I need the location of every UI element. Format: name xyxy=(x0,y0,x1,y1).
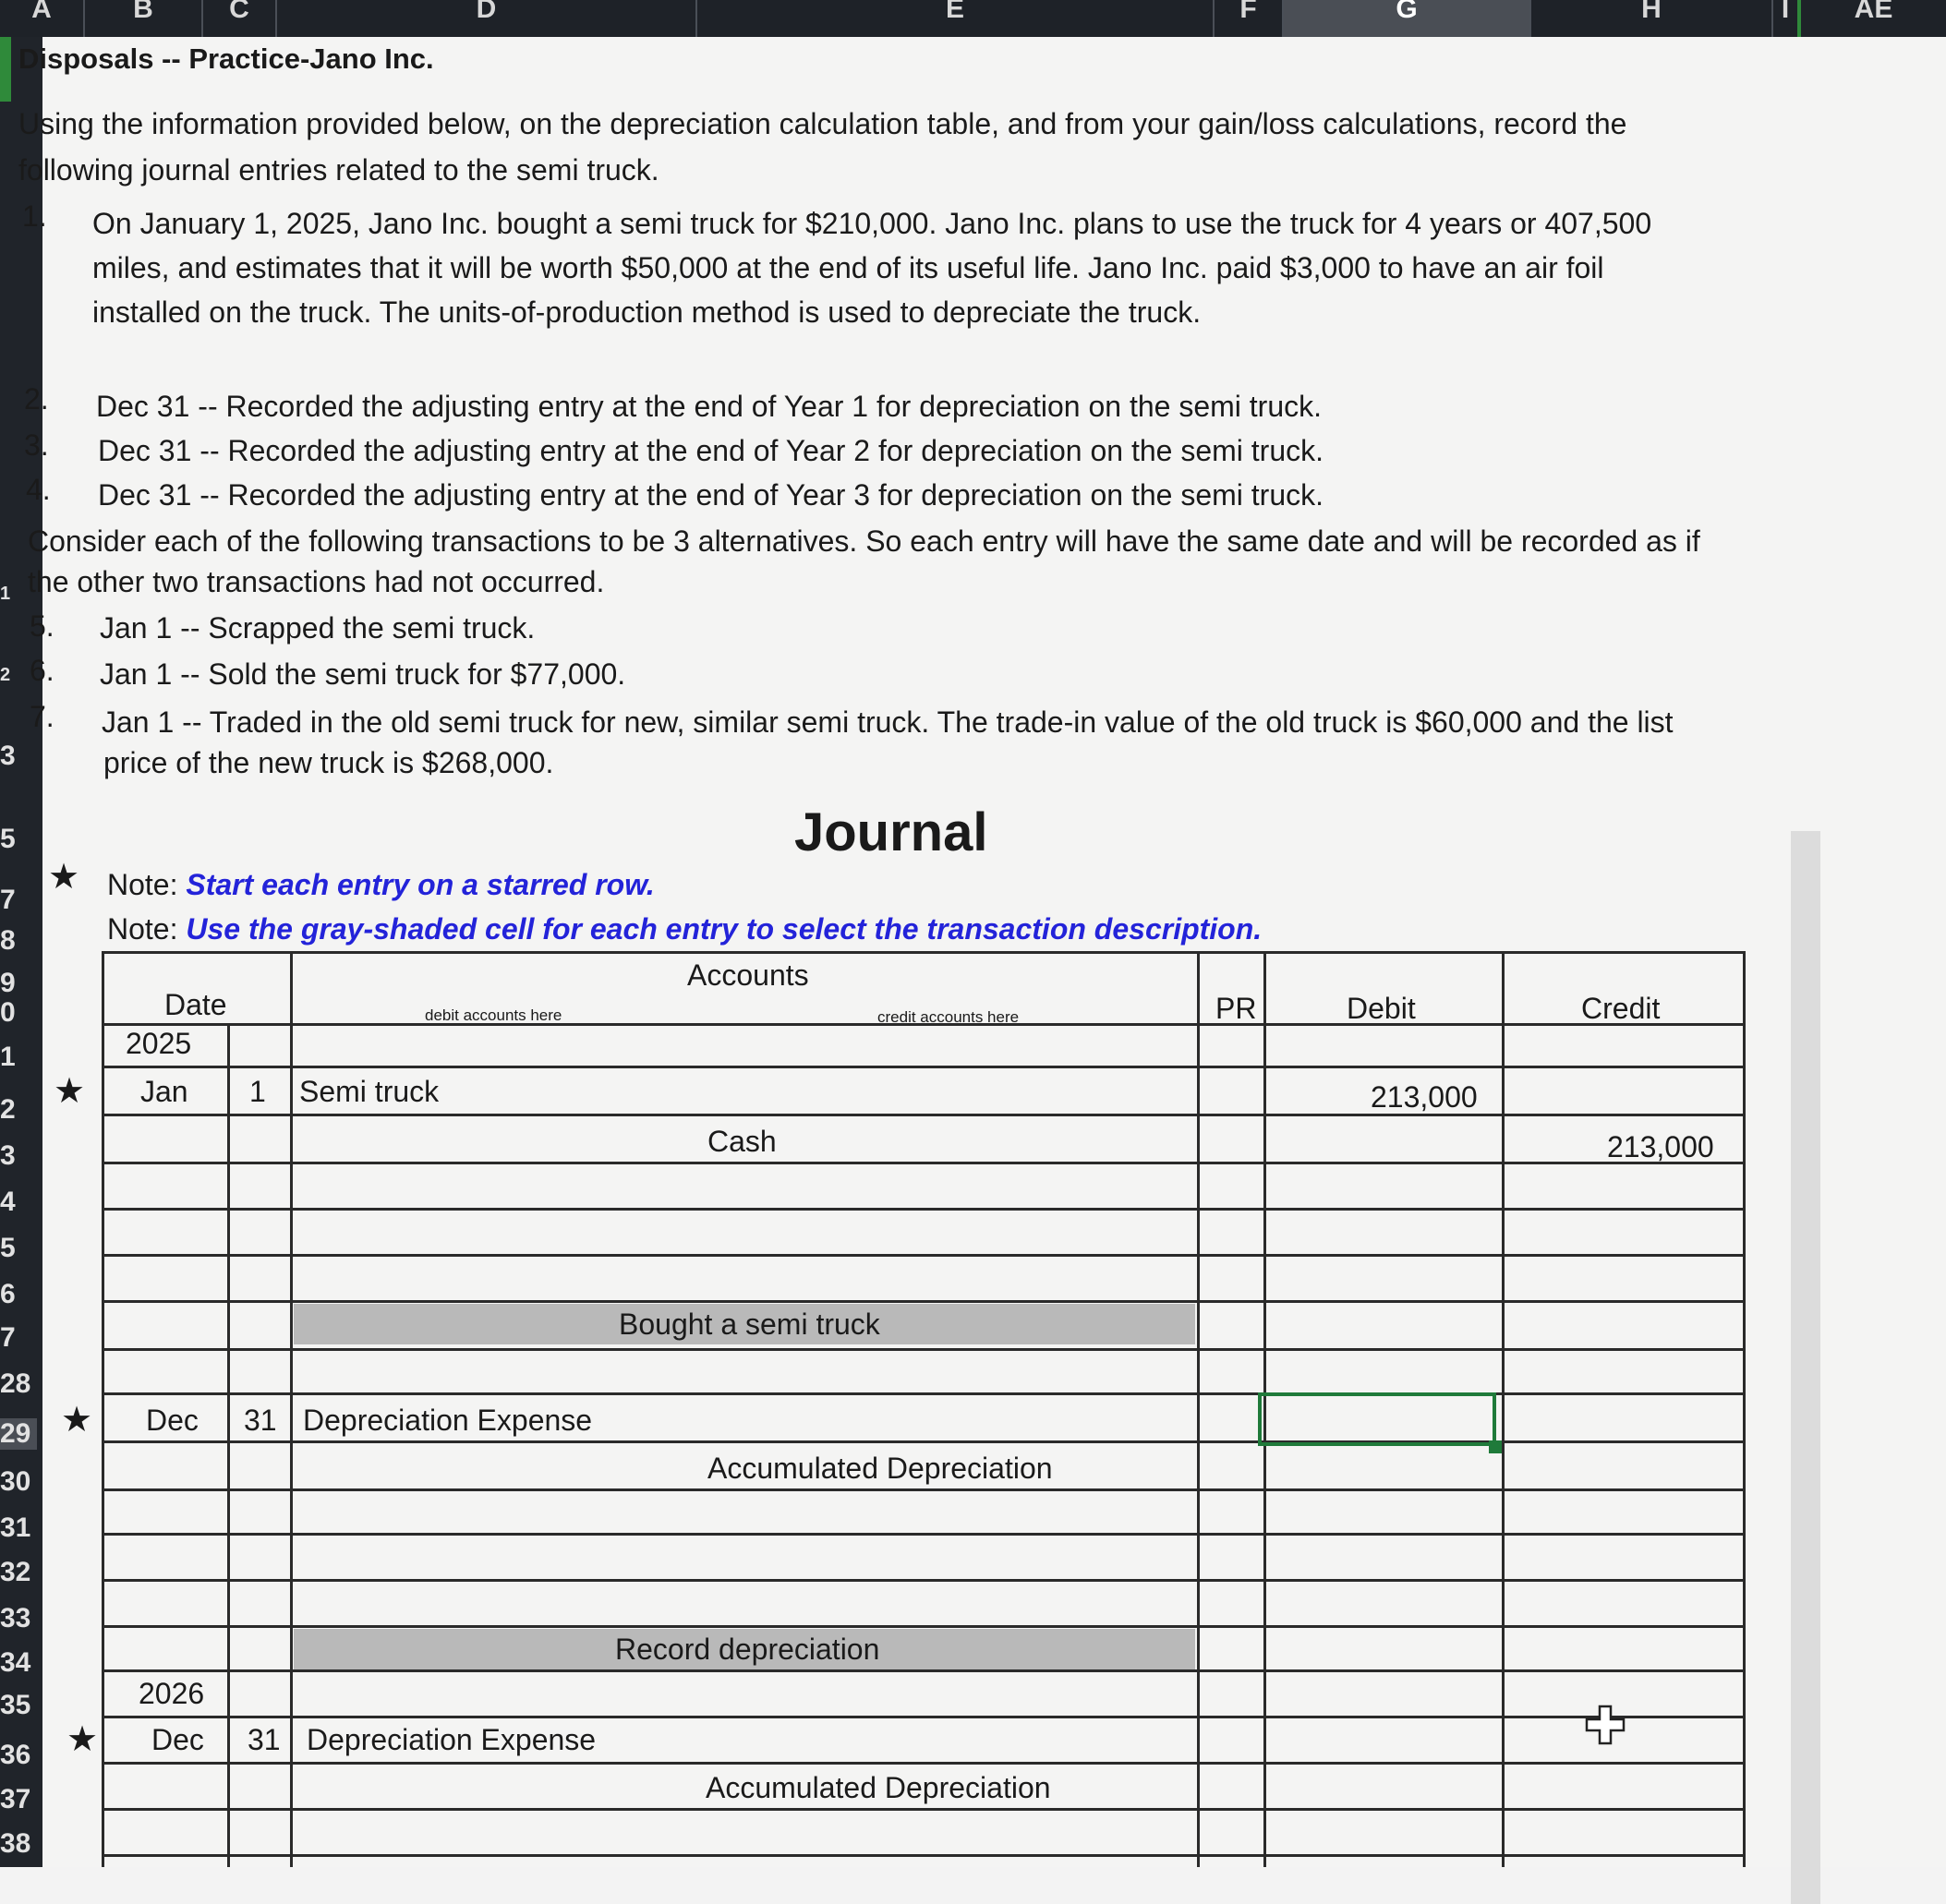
column-header-c[interactable]: C xyxy=(203,0,277,37)
item-1-line-3: installed on the truck. The units-of-production method is used to depreciate the truck. xyxy=(92,295,1202,329)
note-label: Note: xyxy=(107,868,178,901)
column-header-ae[interactable]: AE xyxy=(1854,0,1893,24)
intro-line-1: Using the information provided below, on the depreciation calculation table, and from your gain/loss calculations, record the xyxy=(18,107,1627,140)
item-2-number: 2. xyxy=(24,382,49,416)
day-cell[interactable]: 31 xyxy=(244,1404,277,1437)
row-number[interactable]: 5 xyxy=(0,824,16,854)
row-number[interactable]: 34 xyxy=(0,1647,31,1678)
star-icon: ★ xyxy=(61,1401,93,1440)
month-cell[interactable]: Dec xyxy=(151,1723,204,1756)
column-header-d[interactable]: D xyxy=(277,0,697,37)
note-label: Note: xyxy=(107,912,178,946)
item-1-number: 1. xyxy=(22,199,47,233)
row-number-fragment[interactable]: 1 xyxy=(0,584,11,604)
row-number[interactable]: 3 xyxy=(0,1140,16,1171)
row-number[interactable]: 0 xyxy=(0,997,16,1028)
column-header-e[interactable]: E xyxy=(697,0,1215,37)
account-cell[interactable]: Accumulated Depreciation xyxy=(706,1771,1051,1804)
plus-cursor-icon xyxy=(1585,1705,1626,1745)
item-1-line-2: miles, and estimates that it will be worth $50,000 at the end of its useful life. Jano Inc. paid $3,000 to have an air foil xyxy=(92,251,1604,284)
description-text[interactable]: Bought a semi truck xyxy=(619,1307,880,1341)
row-number[interactable]: 38 xyxy=(0,1828,31,1859)
column-header-a[interactable]: A xyxy=(0,0,85,37)
item-4-number: 4. xyxy=(26,473,51,506)
selected-cell[interactable] xyxy=(1258,1392,1496,1446)
row-number-fragment[interactable]: 2 xyxy=(0,665,11,685)
row-number-fragment[interactable]: 3 xyxy=(0,741,16,771)
account-cell[interactable]: Cash xyxy=(707,1125,777,1158)
item-6-number: 6. xyxy=(30,654,54,687)
star-icon: ★ xyxy=(48,858,80,897)
row-number[interactable]: 7 xyxy=(0,885,16,915)
row-number-selected[interactable]: 29 xyxy=(0,1418,37,1450)
note-2 xyxy=(107,910,1262,947)
column-header-b[interactable]: B xyxy=(85,0,203,37)
note-1-text: Start each entry on a starred row. xyxy=(186,868,655,901)
row-number[interactable]: 32 xyxy=(0,1557,31,1587)
day-cell[interactable]: 31 xyxy=(248,1723,281,1756)
item-7-line-2: price of the new truck is $268,000. xyxy=(103,746,554,779)
column-header-f[interactable]: F xyxy=(1215,0,1284,37)
row-number[interactable]: 4 xyxy=(0,1187,16,1217)
item-5-number: 5. xyxy=(30,609,54,643)
account-cell[interactable]: Accumulated Depreciation xyxy=(707,1452,1053,1485)
row-number[interactable]: 7 xyxy=(0,1322,16,1353)
fill-handle[interactable] xyxy=(1489,1440,1502,1453)
row-number[interactable]: 33 xyxy=(0,1603,31,1633)
row-number[interactable]: 37 xyxy=(0,1784,31,1814)
sheet-title: Disposals -- Practice-Jano Inc. xyxy=(18,42,434,75)
column-header-bar xyxy=(0,0,1946,37)
star-icon: ★ xyxy=(66,1720,99,1759)
item-7-line-1: Jan 1 -- Traded in the old semi truck for new, similar semi truck. The trade-in value of the old truck is $60,000 and the list xyxy=(102,705,1674,739)
item-1-line-1: On January 1, 2025, Jano Inc. bought a semi truck for $210,000. Jano Inc. plans to use the truck for 4 years or 407,500 xyxy=(92,207,1652,240)
header-credit-hint: credit accounts here xyxy=(877,1008,1020,1026)
account-cell[interactable]: Depreciation Expense xyxy=(307,1723,597,1756)
intro-line-2: following journal entries related to the semi truck. xyxy=(18,153,659,187)
debit-cell[interactable]: 213,000 xyxy=(1371,1080,1478,1114)
row-number[interactable]: 36 xyxy=(0,1740,31,1770)
year-cell[interactable]: 2026 xyxy=(139,1677,205,1710)
header-pr: PR xyxy=(1215,992,1257,1025)
item-4-text: Dec 31 -- Recorded the adjusting entry at the end of Year 3 for depreciation on the semi truck. xyxy=(98,478,1324,512)
note-1 xyxy=(107,866,655,903)
item-3-text: Dec 31 -- Recorded the adjusting entry at the end of Year 2 for depreciation on the semi truck. xyxy=(98,434,1324,467)
month-cell[interactable]: Jan xyxy=(140,1075,188,1108)
row-number[interactable]: 31 xyxy=(0,1512,31,1543)
description-text[interactable]: Record depreciation xyxy=(615,1633,880,1666)
month-cell[interactable]: Dec xyxy=(146,1404,199,1437)
header-debit-hint: debit accounts here xyxy=(425,1006,562,1024)
row-number[interactable]: 9 xyxy=(0,968,16,998)
item-3-number: 3. xyxy=(24,428,49,462)
header-credit: Credit xyxy=(1581,992,1661,1025)
consider-line-1: Consider each of the following transactions to be 3 alternatives. So each entry will have the same date and will be recorded as if xyxy=(28,524,1700,558)
row-header-strip xyxy=(0,37,42,1867)
row-number[interactable]: 35 xyxy=(0,1690,31,1720)
header-debit: Debit xyxy=(1347,992,1416,1025)
account-cell[interactable]: Depreciation Expense xyxy=(303,1404,593,1437)
row-number[interactable]: 1 xyxy=(0,1042,16,1072)
credit-cell[interactable]: 213,000 xyxy=(1607,1130,1714,1163)
column-header-g[interactable]: G xyxy=(1284,0,1531,37)
item-2-text: Dec 31 -- Recorded the adjusting entry at the end of Year 1 for depreciation on the semi truck. xyxy=(96,390,1322,423)
account-cell[interactable]: Semi truck xyxy=(299,1075,440,1108)
item-7-number: 7. xyxy=(30,700,54,733)
row-number[interactable]: 6 xyxy=(0,1279,16,1309)
journal-title: Journal xyxy=(794,802,988,862)
scroll-shade xyxy=(1791,831,1820,1904)
item-6-text: Jan 1 -- Sold the semi truck for $77,000. xyxy=(100,657,626,691)
row-number[interactable]: 28 xyxy=(0,1368,31,1399)
header-accounts: Accounts xyxy=(687,958,809,992)
column-header-h[interactable]: H xyxy=(1531,0,1773,37)
header-date: Date xyxy=(164,988,227,1021)
star-icon: ★ xyxy=(54,1072,86,1111)
consider-line-2: the other two transactions had not occurred. xyxy=(28,565,605,598)
active-row-indicator xyxy=(0,37,11,102)
note-2-text: Use the gray-shaded cell for each entry to select the transaction description. xyxy=(186,912,1263,946)
year-cell[interactable]: 2025 xyxy=(126,1027,192,1060)
row-number[interactable]: 30 xyxy=(0,1466,31,1497)
day-cell[interactable]: 1 xyxy=(249,1075,266,1108)
row-number[interactable]: 2 xyxy=(0,1094,16,1125)
item-5-text: Jan 1 -- Scrapped the semi truck. xyxy=(100,611,536,645)
row-number[interactable]: 5 xyxy=(0,1233,16,1263)
column-header-i[interactable]: I xyxy=(1773,0,1801,37)
row-number[interactable]: 8 xyxy=(0,925,16,956)
